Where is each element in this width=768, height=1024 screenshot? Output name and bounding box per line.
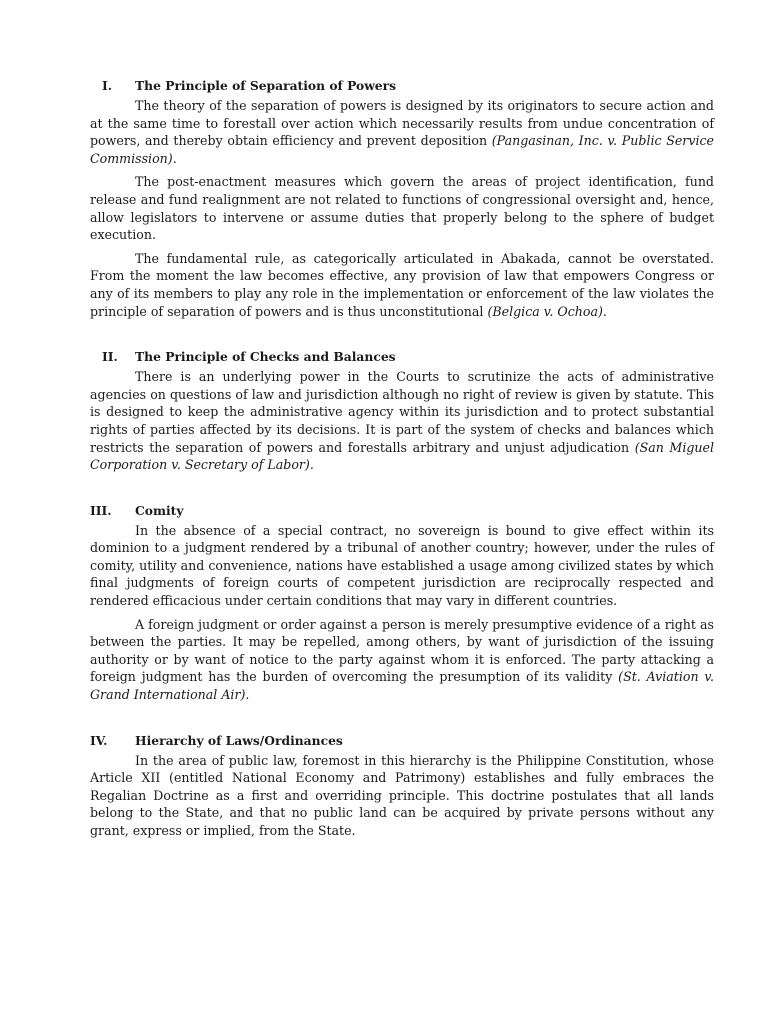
section-number: II. xyxy=(102,349,118,365)
paragraph xyxy=(90,616,714,704)
section-title: Hierarchy of Laws/Ordinances xyxy=(135,732,343,748)
paragraph-end: . xyxy=(245,687,250,703)
paragraph-text: The theory of the separation of powers is designed by its originators to secure action and at the same time to forestall over action which necessarily results from undue concentration of powers, and thereby obtain efficiency and prevent deposition xyxy=(90,98,714,149)
paragraph-text: The fundamental rule, as categorically articulated in Abakada, cannot be overstated. From the moment the law becomes effective, any provision of law that empowers Congress or any of its members to play any role in the implementation or enforcement of the law violates the principle of separation of powers and is thus unconstitutional xyxy=(90,250,714,319)
section-heading xyxy=(90,347,714,367)
section-title: Comity xyxy=(135,502,184,518)
section-title: The Principle of Checks and Balances xyxy=(135,349,396,365)
paragraph-text: In the area of public law, foremost in this hierarchy is the Philippine Constitution, whose Article XII (entitled National Economy and Patrimony) establishes and fully embraces the Regalian Doctrine as a first and overriding principle. This doctrine postulates that all lands belong to the State, and that no public land can be acquired by private persons without any grant, express or implied, from the State. xyxy=(90,752,714,838)
paragraph-text: A foreign judgment or order against a person is merely presumptive evidence of a right as between the parties. It may be repelled, among others, by want of jurisdiction of the issuing authority or by want of notice to the party against whom it is enforced. The party attacking a foreign judgment has the burden of overcoming the presumption of its validity xyxy=(90,616,714,685)
paragraph xyxy=(90,97,714,167)
section-separation-of-powers xyxy=(90,76,714,320)
paragraph-text: The post-enactment measures which govern the areas of project identification, fund release and fund realignment are not related to functions of congressional oversight and, hence, allow legislators to intervene or assume duties that properly belong to the sphere of budget execution. xyxy=(90,174,714,243)
case-citation: (Pangasinan, Inc. v. Public Service Commission) xyxy=(90,133,714,166)
section-title: The Principle of Separation of Powers xyxy=(135,78,397,93)
section-comity xyxy=(90,501,714,704)
paragraph xyxy=(90,173,714,243)
section-checks-and-balances xyxy=(90,347,714,474)
case-citation: (San Miguel Corporation v. Secretary of Labor) xyxy=(90,439,714,473)
paragraph xyxy=(90,250,714,320)
section-hierarchy-of-laws xyxy=(90,731,714,840)
paragraph-end: . xyxy=(602,303,607,319)
section-number: I. xyxy=(102,78,113,93)
section-heading xyxy=(90,731,714,751)
section-number: IV. xyxy=(90,732,108,748)
paragraph-text: There is an underlying power in the Courts to scrutinize the acts of administrative agencies on questions of law and jurisdiction although no right of review is given by statute. This is designed to keep the administrative agency within its jurisdiction and to protect substantial rights of parties affected by its decisions. It is part of the system of checks and balances which restricts the separation of powers and forestalls arbitrary and unjust adjudication xyxy=(90,369,714,455)
paragraph-end: . xyxy=(172,150,177,166)
paragraph xyxy=(90,368,714,474)
paragraph-text: In the absence of a special contract, no sovereign is bound to give effect within its dominion to a judgment rendered by a tribunal of another country; however, under the rules of comity, utility and convenience, nations have established a usage among civilized states by which final judgments of foreign courts of competent jurisdiction are reciprocally respected and rendered efficacious under certain conditions that may vary in different countries. xyxy=(90,522,714,609)
section-heading xyxy=(90,76,714,96)
case-citation: (St. Aviation v. Grand International Air) xyxy=(90,669,714,703)
section-number: III. xyxy=(90,502,112,518)
paragraph-end: . xyxy=(309,457,314,473)
section-heading xyxy=(90,501,714,521)
paragraph xyxy=(90,752,714,840)
paragraph xyxy=(90,522,714,610)
case-citation: (Belgica v. Ochoa) xyxy=(487,303,603,319)
